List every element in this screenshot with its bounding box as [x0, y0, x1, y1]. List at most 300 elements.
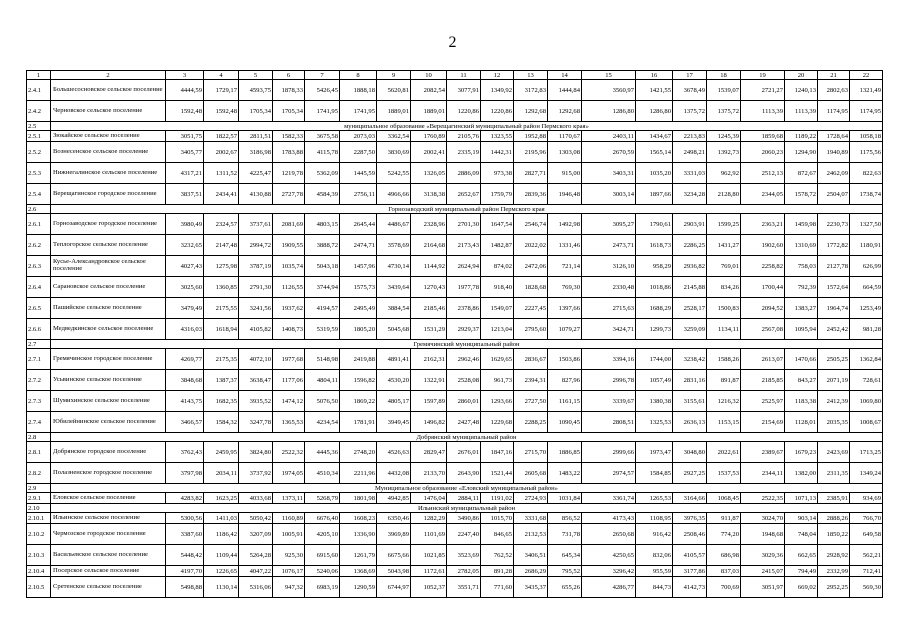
value-cell: 1220,86 — [481, 101, 514, 122]
value-cell: 2522,32 — [273, 442, 305, 463]
value-cell: 655,26 — [548, 577, 582, 598]
value-cell: 2434,41 — [204, 184, 239, 205]
value-cell: 3969,89 — [377, 524, 411, 545]
value-cell: 769,30 — [548, 277, 582, 298]
value-cell: 2888,26 — [818, 513, 850, 524]
value-cell: 837,03 — [707, 566, 741, 577]
value-cell: 669,02 — [785, 577, 818, 598]
value-cell: 4197,70 — [166, 566, 204, 577]
value-cell: 1457,96 — [340, 256, 377, 277]
value-cell: 1180,91 — [850, 235, 883, 256]
value-cell: 1952,88 — [514, 131, 548, 142]
value-cell: 2071,19 — [818, 370, 850, 391]
value-cell: 1303,08 — [548, 142, 582, 163]
value-cell: 3980,49 — [166, 214, 204, 235]
value-cell: 2035,35 — [818, 412, 850, 433]
value-cell: 6350,46 — [377, 513, 411, 524]
value-cell: 2686,29 — [514, 566, 548, 577]
value-cell: 2701,30 — [447, 214, 481, 235]
value-cell: 1219,78 — [273, 163, 305, 184]
value-cell: 2286,25 — [673, 235, 707, 256]
value-cell: 1805,20 — [340, 319, 377, 340]
value-cell: 2082,54 — [411, 80, 447, 101]
value-cell: 6675,66 — [377, 545, 411, 566]
value-cell: 2335,19 — [447, 142, 481, 163]
value-cell: 2022,61 — [707, 442, 741, 463]
value-cell: 1327,50 — [850, 214, 883, 235]
value-cell: 1183,38 — [785, 391, 818, 412]
column-header: 22 — [850, 71, 883, 80]
value-cell: 2860,01 — [447, 391, 481, 412]
value-cell: 2185,46 — [411, 298, 447, 319]
value-cell: 1265,53 — [636, 493, 673, 504]
value-cell: 2795,60 — [514, 319, 548, 340]
table-row — [27, 298, 883, 319]
value-cell: 1349,24 — [850, 463, 883, 484]
value-cell: 2330,48 — [582, 277, 636, 298]
settlement-name: Кусье-Александровское сельское поселение — [51, 256, 166, 277]
row-code: 2.6.6 — [27, 319, 51, 340]
value-cell: 4225,47 — [239, 163, 273, 184]
value-cell: 721,14 — [548, 256, 582, 277]
value-cell: 2756,11 — [340, 184, 377, 205]
value-cell: 1310,69 — [785, 235, 818, 256]
value-cell: 4205,10 — [305, 524, 340, 545]
value-cell: 4194,57 — [305, 298, 340, 319]
value-cell: 2996,78 — [582, 370, 636, 391]
value-cell: 1889,01 — [411, 101, 447, 122]
value-cell: 4804,11 — [305, 370, 340, 391]
value-cell: 4966,66 — [377, 184, 411, 205]
value-cell: 1076,17 — [273, 566, 305, 577]
value-cell: 2636,13 — [673, 412, 707, 433]
table-row — [27, 412, 883, 433]
settlement-name: Ильинское сельское поселение — [51, 513, 166, 524]
value-cell: 700,69 — [707, 577, 741, 598]
value-cell: 925,30 — [273, 545, 305, 566]
value-cell: 1349,92 — [481, 80, 514, 101]
value-cell: 3025,60 — [166, 277, 204, 298]
value-cell: 2311,35 — [818, 463, 850, 484]
value-cell: 3241,56 — [239, 298, 273, 319]
value-cell: 1801,98 — [340, 493, 377, 504]
value-cell: 562,21 — [850, 545, 883, 566]
value-cell: 1229,68 — [481, 412, 514, 433]
value-cell: 1946,48 — [548, 184, 582, 205]
value-cell: 1261,79 — [340, 545, 377, 566]
row-code: 2.10.2 — [27, 524, 51, 545]
value-cell: 1325,53 — [636, 412, 673, 433]
value-cell: 3077,91 — [447, 80, 481, 101]
column-header: 21 — [818, 71, 850, 80]
value-cell: 1483,22 — [548, 463, 582, 484]
value-cell: 2022,02 — [514, 235, 548, 256]
value-cell: 758,03 — [785, 256, 818, 277]
value-cell: 3186,98 — [239, 142, 273, 163]
row-code: 2.9.1 — [27, 493, 51, 504]
value-cell: 1500,83 — [707, 298, 741, 319]
value-cell: 1336,90 — [340, 524, 377, 545]
value-cell: 5076,50 — [305, 391, 340, 412]
value-cell: 1948,68 — [741, 524, 785, 545]
value-cell: 1090,45 — [548, 412, 582, 433]
table-row — [27, 235, 883, 256]
value-cell: 1323,55 — [481, 131, 514, 142]
value-cell: 3578,69 — [377, 235, 411, 256]
section-row — [27, 122, 883, 131]
value-cell: 3830,69 — [377, 142, 411, 163]
settlement-name: Большесосновское сельское поселение — [51, 80, 166, 101]
value-cell: 2884,11 — [447, 493, 481, 504]
column-header: 3 — [166, 71, 204, 80]
value-cell: 1578,72 — [785, 184, 818, 205]
value-cell: 3797,98 — [166, 463, 204, 484]
value-cell: 3048,80 — [673, 442, 707, 463]
value-cell: 4142,73 — [673, 577, 707, 598]
value-cell: 3737,92 — [239, 463, 273, 484]
value-cell: 2650,68 — [582, 524, 636, 545]
value-cell: 3523,69 — [447, 545, 481, 566]
value-cell: 3024,70 — [741, 513, 785, 524]
value-cell: 3848,68 — [166, 370, 204, 391]
value-cell: 1596,82 — [340, 370, 377, 391]
table-row — [27, 131, 883, 142]
value-cell: 4510,34 — [305, 463, 340, 484]
value-cell: 3787,19 — [239, 256, 273, 277]
settlement-name: Васильевское сельское поселение — [51, 545, 166, 566]
column-header: 6 — [273, 71, 305, 80]
value-cell: 2195,96 — [514, 142, 548, 163]
row-code: 2.7.2 — [27, 370, 51, 391]
value-cell: 1174,95 — [818, 101, 850, 122]
settlement-name: Усьвинское сельское поселение — [51, 370, 166, 391]
value-cell: 2727,50 — [514, 391, 548, 412]
value-cell: 1760,89 — [411, 131, 447, 142]
settlement-name: Вознесенское сельское поселение — [51, 142, 166, 163]
value-cell: 1713,25 — [850, 442, 883, 463]
settlement-name: Сретенское сельское поселение — [51, 577, 166, 598]
value-cell: 2903,91 — [673, 214, 707, 235]
value-cell: 3466,57 — [166, 412, 204, 433]
value-cell: 4526,63 — [377, 442, 411, 463]
value-cell: 3837,51 — [166, 184, 204, 205]
value-cell: 1700,44 — [741, 277, 785, 298]
page-number: 2 — [448, 34, 457, 51]
value-cell: 961,73 — [481, 370, 514, 391]
value-cell: 1828,68 — [514, 277, 548, 298]
value-cell: 3678,49 — [673, 80, 707, 101]
value-cell: 3737,61 — [239, 214, 273, 235]
value-cell: 1442,31 — [481, 142, 514, 163]
value-cell: 4105,57 — [673, 545, 707, 566]
value-cell: 2936,82 — [673, 256, 707, 277]
value-cell: 1113,39 — [741, 101, 785, 122]
value-cell: 1387,37 — [204, 370, 239, 391]
table-body — [27, 71, 883, 598]
value-cell: 795,52 — [548, 566, 582, 577]
value-cell: 1109,44 — [204, 545, 239, 566]
table-row — [27, 463, 883, 484]
value-cell: 5448,42 — [166, 545, 204, 566]
value-cell: 2802,63 — [818, 80, 850, 101]
value-cell: 2791,30 — [239, 277, 273, 298]
value-cell: 2782,05 — [447, 566, 481, 577]
value-cell: 3403,31 — [582, 163, 636, 184]
value-cell: 2974,57 — [582, 463, 636, 484]
column-header: 10 — [411, 71, 447, 80]
value-cell: 4942,85 — [377, 493, 411, 504]
value-cell: 1095,94 — [785, 319, 818, 340]
value-cell: 1599,25 — [707, 214, 741, 235]
value-cell: 2133,70 — [411, 463, 447, 484]
column-header: 1 — [27, 71, 51, 80]
row-code: 2.7.4 — [27, 412, 51, 433]
value-cell: 1565,14 — [636, 142, 673, 163]
section-title: Горнозаводский муниципальный район Пермского края — [51, 205, 883, 214]
settlement-name: Еловское сельское поселение — [51, 493, 166, 504]
value-cell: 2412,39 — [818, 391, 850, 412]
value-cell: 3177,86 — [673, 566, 707, 577]
value-cell: 1459,98 — [785, 214, 818, 235]
value-cell: 1503,86 — [548, 349, 582, 370]
value-cell: 3551,71 — [447, 577, 481, 598]
value-cell: 5264,28 — [239, 545, 273, 566]
value-cell: 1582,33 — [273, 131, 305, 142]
value-cell: 2999,66 — [582, 442, 636, 463]
value-cell: 2175,55 — [204, 298, 239, 319]
table-row — [27, 442, 883, 463]
value-cell: 2034,11 — [204, 463, 239, 484]
value-cell: 2389,67 — [741, 442, 785, 463]
value-cell: 5045,68 — [377, 319, 411, 340]
value-cell: 6983,19 — [305, 577, 340, 598]
value-cell: 3405,77 — [166, 142, 204, 163]
value-cell: 2495,49 — [340, 298, 377, 319]
value-cell: 1174,95 — [850, 101, 883, 122]
value-cell: 2994,72 — [239, 235, 273, 256]
value-cell: 3138,38 — [411, 184, 447, 205]
value-cell: 2145,88 — [673, 277, 707, 298]
value-cell: 1878,33 — [273, 80, 305, 101]
value-cell: 1160,89 — [273, 513, 305, 524]
section-code: 2.9 — [27, 484, 51, 493]
value-cell: 2081,69 — [273, 214, 305, 235]
value-cell: 3238,42 — [673, 349, 707, 370]
value-cell: 1977,78 — [447, 277, 481, 298]
value-cell: 1322,91 — [411, 370, 447, 391]
value-cell: 3095,27 — [582, 214, 636, 235]
value-cell: 5426,45 — [305, 80, 340, 101]
value-cell: 2715,63 — [582, 298, 636, 319]
value-cell: 1383,27 — [785, 298, 818, 319]
settlement-name: Гремячинское городское поселение — [51, 349, 166, 370]
value-cell: 2928,92 — [818, 545, 850, 566]
value-cell: 1909,55 — [273, 235, 305, 256]
table-row — [27, 142, 883, 163]
value-cell: 1068,45 — [707, 493, 741, 504]
value-cell: 2128,80 — [707, 184, 741, 205]
value-cell: 2473,71 — [582, 235, 636, 256]
value-cell: 2512,13 — [741, 163, 785, 184]
value-cell: 1973,47 — [636, 442, 673, 463]
value-cell: 3331,03 — [673, 163, 707, 184]
value-cell: 1741,95 — [340, 101, 377, 122]
value-cell: 5050,42 — [239, 513, 273, 524]
value-cell: 1299,73 — [636, 319, 673, 340]
value-cell: 4730,14 — [377, 256, 411, 277]
value-cell: 4105,82 — [239, 319, 273, 340]
value-cell: 5268,79 — [305, 493, 340, 504]
value-cell: 1253,49 — [850, 298, 883, 319]
value-cell: 1008,67 — [850, 412, 883, 433]
value-cell: 4803,15 — [305, 214, 340, 235]
column-header: 4 — [204, 71, 239, 80]
value-cell: 3762,43 — [166, 442, 204, 463]
value-cell: 4250,65 — [582, 545, 636, 566]
value-cell: 2452,42 — [818, 319, 850, 340]
value-cell: 844,73 — [636, 577, 673, 598]
value-cell: 1177,06 — [273, 370, 305, 391]
value-cell: 1822,57 — [204, 131, 239, 142]
value-cell: 1282,29 — [411, 513, 447, 524]
value-cell: 1886,85 — [548, 442, 582, 463]
value-cell: 2394,31 — [514, 370, 548, 391]
value-cell: 1126,55 — [273, 277, 305, 298]
value-cell: 1781,91 — [340, 412, 377, 433]
value-cell: 3126,10 — [582, 256, 636, 277]
value-cell: 4444,59 — [166, 80, 204, 101]
value-cell: 2132,53 — [514, 524, 548, 545]
row-code: 2.4.2 — [27, 101, 51, 122]
value-cell: 1772,82 — [818, 235, 850, 256]
value-cell: 1434,67 — [636, 131, 673, 142]
settlement-name: Нижнегалинское сельское поселение — [51, 163, 166, 184]
value-cell: 1240,13 — [785, 80, 818, 101]
value-cell: 958,29 — [636, 256, 673, 277]
value-cell: 2211,96 — [340, 463, 377, 484]
table-row — [27, 566, 883, 577]
value-cell: 1869,22 — [340, 391, 377, 412]
row-code: 2.6.4 — [27, 277, 51, 298]
value-cell: 1172,61 — [411, 566, 447, 577]
value-cell: 2002,41 — [411, 142, 447, 163]
section-code: 2.6 — [27, 205, 51, 214]
value-cell: 3744,94 — [305, 277, 340, 298]
value-cell: 2952,25 — [818, 577, 850, 598]
value-cell: 1292,68 — [548, 101, 582, 122]
value-cell: 5240,06 — [305, 566, 340, 577]
value-cell: 3406,51 — [514, 545, 548, 566]
value-cell: 1482,87 — [481, 235, 514, 256]
value-cell: 2459,95 — [204, 442, 239, 463]
value-cell: 1937,62 — [273, 298, 305, 319]
value-cell: 1531,29 — [411, 319, 447, 340]
value-cell: 1331,46 — [548, 235, 582, 256]
value-cell: 1175,56 — [850, 142, 883, 163]
column-header: 12 — [481, 71, 514, 80]
value-cell: 2748,20 — [340, 442, 377, 463]
value-cell: 3824,80 — [239, 442, 273, 463]
value-cell: 3424,71 — [582, 319, 636, 340]
table-row — [27, 101, 883, 122]
value-cell: 1375,72 — [673, 101, 707, 122]
value-cell: 1101,69 — [411, 524, 447, 545]
value-cell: 2105,76 — [447, 131, 481, 142]
column-header: 9 — [377, 71, 411, 80]
value-cell: 2829,47 — [411, 442, 447, 463]
value-cell: 1783,88 — [273, 142, 305, 163]
value-cell: 891,87 — [707, 370, 741, 391]
value-cell: 4234,54 — [305, 412, 340, 433]
column-header: 19 — [741, 71, 785, 80]
value-cell: 1940,89 — [818, 142, 850, 163]
value-cell: 4173,43 — [582, 513, 636, 524]
value-cell: 1445,59 — [340, 163, 377, 184]
value-cell: 645,34 — [548, 545, 582, 566]
value-cell: 1290,59 — [340, 577, 377, 598]
table-row — [27, 391, 883, 412]
value-cell: 1411,03 — [204, 513, 239, 524]
table-row — [27, 349, 883, 370]
value-cell: 3479,49 — [166, 298, 204, 319]
value-cell: 1226,65 — [204, 566, 239, 577]
value-cell: 1275,98 — [204, 256, 239, 277]
value-cell: 1015,70 — [481, 513, 514, 524]
value-cell: 2332,99 — [818, 566, 850, 577]
row-code: 2.8.1 — [27, 442, 51, 463]
value-cell: 1057,49 — [636, 370, 673, 391]
value-cell: 872,67 — [785, 163, 818, 184]
row-code: 2.6.3 — [27, 256, 51, 277]
value-cell: 1608,23 — [340, 513, 377, 524]
value-cell: 2288,25 — [514, 412, 548, 433]
value-cell: 4530,20 — [377, 370, 411, 391]
value-cell: 794,49 — [785, 566, 818, 577]
value-cell: 2060,23 — [741, 142, 785, 163]
value-cell: 1537,53 — [707, 463, 741, 484]
value-cell: 1286,80 — [582, 101, 636, 122]
table-row — [27, 256, 883, 277]
value-cell: 3234,28 — [673, 184, 707, 205]
value-cell: 1392,73 — [707, 142, 741, 163]
value-cell: 748,04 — [785, 524, 818, 545]
value-cell: 1021,85 — [411, 545, 447, 566]
value-cell: 3435,37 — [514, 577, 548, 598]
value-cell: 4283,82 — [166, 493, 204, 504]
row-code: 2.5.4 — [27, 184, 51, 205]
value-cell: 1549,07 — [481, 298, 514, 319]
row-code: 2.6.2 — [27, 235, 51, 256]
value-cell: 2324,57 — [204, 214, 239, 235]
value-cell: 2724,93 — [514, 493, 548, 504]
value-cell: 1134,11 — [707, 319, 741, 340]
value-cell: 1294,90 — [785, 142, 818, 163]
value-cell: 5148,98 — [305, 349, 340, 370]
value-cell: 1588,26 — [707, 349, 741, 370]
value-cell: 569,30 — [850, 577, 883, 598]
settlement-name: Юбилейнинское сельское поселение — [51, 412, 166, 433]
value-cell: 1270,43 — [411, 277, 447, 298]
value-cell: 2127,78 — [818, 256, 850, 277]
value-cell: 4115,78 — [305, 142, 340, 163]
value-cell: 2385,91 — [818, 493, 850, 504]
value-cell: 3638,47 — [239, 370, 273, 391]
value-cell: 1744,00 — [636, 349, 673, 370]
value-cell: 1128,01 — [785, 412, 818, 433]
value-cell: 664,59 — [850, 277, 883, 298]
value-cell: 2652,67 — [447, 184, 481, 205]
value-cell: 1738,74 — [850, 184, 883, 205]
